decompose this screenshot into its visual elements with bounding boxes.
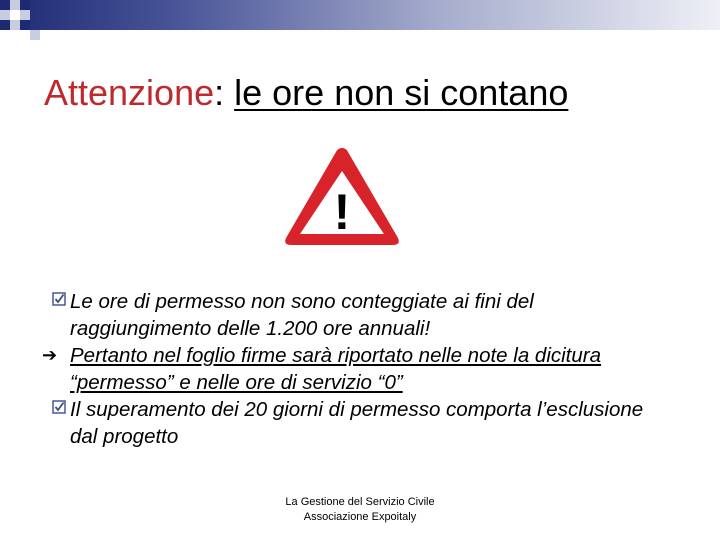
decorative-checker-squares xyxy=(0,0,40,40)
bullet-text: Il superamento dei 20 giorni di permesso comporta l’esclusione dal progetto xyxy=(70,398,644,448)
bullet-item xyxy=(42,342,652,396)
checkbox-icon xyxy=(52,292,66,306)
bullet-text: Pertanto nel foglio firme sarà riportato nelle note la dicitura “permesso” e nelle ore di servizio “0” xyxy=(70,344,602,394)
slide-footer xyxy=(240,495,480,525)
bullet-item xyxy=(52,396,652,450)
bullet-item xyxy=(52,288,652,342)
checkbox-icon xyxy=(52,400,66,414)
bullet-text: Le ore di permesso non sono conteggiate ai fini del raggiungimento delle 1.200 ore annuali! xyxy=(70,290,534,340)
title-subject: le ore non si contano xyxy=(234,72,569,113)
footer-line: La Gestione del Servizio Civile xyxy=(285,496,435,508)
exclamation-mark: ! xyxy=(333,184,351,240)
footer-line: Associazione Expoitaly xyxy=(303,511,417,523)
title-attention-word: Attenzione xyxy=(44,72,215,113)
arrow-icon: ➔ xyxy=(42,345,58,365)
warning-sign-icon xyxy=(280,143,404,251)
title-colon: : xyxy=(214,72,235,113)
header-gradient-band xyxy=(0,0,720,30)
bullet-list xyxy=(42,288,652,450)
slide-title xyxy=(44,72,568,114)
